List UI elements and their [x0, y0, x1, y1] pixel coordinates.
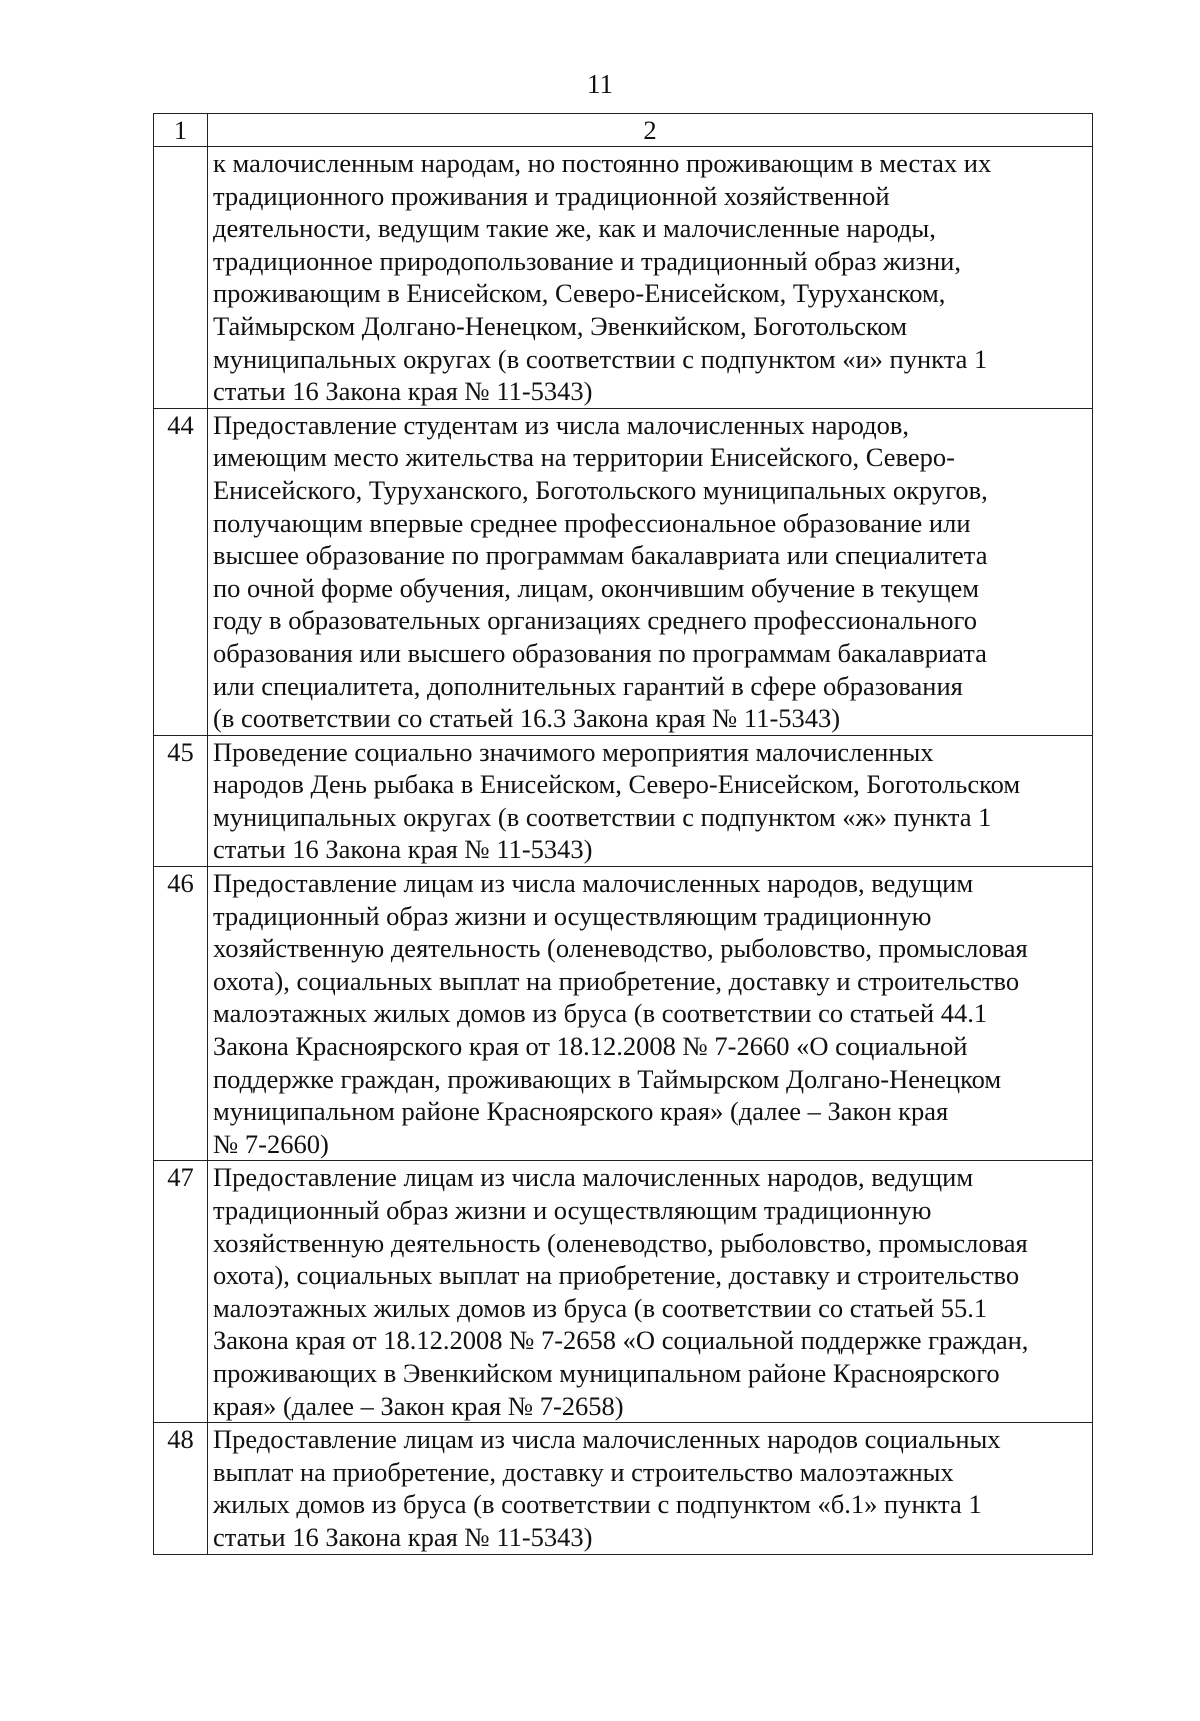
description-line: традиционного проживания и традиционной хозяйственной: [213, 180, 890, 211]
description-line: № 7-2660): [213, 1128, 329, 1159]
description-line: хозяйственную деятельность (оленеводство, рыболовство, промысловая: [213, 933, 1028, 964]
description-line: проживающим в Енисейском, Северо-Енисейском, Туруханском,: [213, 278, 946, 309]
benefits-table: [153, 113, 1093, 1555]
column-header-2: 2: [208, 114, 1093, 147]
description-line: образования или высшего образования по программам бакалавриата: [213, 637, 987, 668]
description-line: муниципальных округах (в соответствии с подпунктом «и» пункта 1: [213, 343, 988, 374]
description-line: году в образовательных организациях среднего профессионального: [213, 605, 977, 636]
description-line: традиционный образ жизни и осуществляющим традиционную: [213, 1195, 932, 1225]
description-line: муниципальных округах (в соответствии с подпунктом «ж» пункта 1: [213, 801, 992, 832]
table-row: [154, 735, 1093, 866]
description-line: Закона края от 18.12.2008 № 7-2658 «О социальной поддержке граждан,: [213, 1325, 1029, 1356]
description-line: (в соответствии со статьей 16.3 Закона края № 11-5343): [213, 703, 841, 734]
description-line: статьи 16 Закона края № 11-5343): [213, 1521, 593, 1552]
row-number: 44: [154, 408, 208, 735]
description-line: статьи 16 Закона края № 11-5343): [213, 834, 593, 865]
table-row: [154, 147, 1093, 409]
table-row: [154, 1423, 1093, 1554]
description-line: традиционное природопользование и традиционный образ жизни,: [213, 245, 961, 276]
description-line: народов День рыбака в Енисейском, Северо-Енисейском, Боготольском: [213, 769, 1021, 800]
row-number: 48: [154, 1423, 208, 1554]
column-header-1: 1: [154, 114, 208, 147]
description-line: охота), социальных выплат на приобретение, доставку и строительство: [213, 965, 1020, 996]
description-line: выплат на приобретение, доставку и строительство малоэтажных: [213, 1456, 954, 1487]
row-number: [154, 147, 208, 409]
table-body: [154, 147, 1093, 1555]
description-line: деятельности, ведущим такие же, как и малочисленные народы,: [213, 213, 936, 244]
row-description: [208, 1423, 1093, 1554]
table-row: [154, 1161, 1093, 1423]
row-description: [208, 408, 1093, 735]
description-line: Предоставление лицам из числа малочисленных народов, ведущим: [213, 1162, 974, 1193]
row-description: [208, 1161, 1093, 1423]
description-line: Закона Красноярского края от 18.12.2008 № 7-2660 «О социальной: [213, 1031, 968, 1062]
description-line: Предоставление лицам из числа малочисленных народов социальных: [213, 1424, 1001, 1455]
description-line: проживающих в Эвенкийском муниципальном районе Красноярского: [213, 1357, 1000, 1388]
description-line: Таймырском Долгано-Ненецком, Эвенкийском, Боготольском: [213, 310, 908, 341]
description-line: имеющим место жительства на территории Енисейского, Северо-: [213, 442, 955, 473]
table-row: [154, 408, 1093, 735]
description-line: Предоставление студентам из числа малочисленных народов,: [213, 409, 909, 440]
description-line: поддержке граждан, проживающих в Таймырском Долгано-Ненецком: [213, 1063, 1002, 1094]
row-description: [208, 147, 1093, 409]
description-line: по очной форме обучения, лицам, окончившим обучение в текущем: [213, 572, 980, 603]
row-number: 46: [154, 867, 208, 1161]
row-description: [208, 735, 1093, 866]
description-line: малоэтажных жилых домов из бруса (в соответствии со статьей 44.1: [213, 998, 988, 1029]
description-line: традиционный образ жизни и осуществляющим традиционную: [213, 900, 932, 931]
page-number: 11: [587, 69, 613, 99]
description-line: высшее образование по программам бакалавриата или специалитета: [213, 540, 988, 571]
description-line: Проведение социально значимого мероприятия малочисленных: [213, 736, 934, 767]
row-description: [208, 867, 1093, 1161]
description-line: хозяйственную деятельность (оленеводство, рыболовство, промысловая: [213, 1227, 1028, 1258]
description-line: статьи 16 Закона края № 11-5343): [213, 376, 593, 407]
description-line: к малочисленным народам, но постоянно проживающим в местах их: [213, 148, 992, 178]
description-line: Енисейского, Туруханского, Боготольского муниципальных округов,: [213, 474, 988, 505]
table-row: [154, 867, 1093, 1161]
description-line: охота), социальных выплат на приобретение, доставку и строительство: [213, 1260, 1020, 1291]
table-header-row: [154, 114, 1093, 147]
description-line: муниципальном районе Красноярского края» (далее – Закон края: [213, 1096, 949, 1127]
row-number: 47: [154, 1161, 208, 1423]
row-number: 45: [154, 735, 208, 866]
description-line: края» (далее – Закон края № 7-2658): [213, 1390, 624, 1421]
description-line: получающим впервые среднее профессиональное образование или: [213, 507, 971, 538]
description-line: малоэтажных жилых домов из бруса (в соответствии со статьей 55.1: [213, 1292, 988, 1323]
description-line: Предоставление лицам из числа малочисленных народов, ведущим: [213, 868, 974, 899]
description-line: жилых домов из бруса (в соответствии с подпунктом «б.1» пункта 1: [213, 1489, 982, 1520]
description-line: или специалитета, дополнительных гарантий в сфере образования: [213, 670, 963, 701]
